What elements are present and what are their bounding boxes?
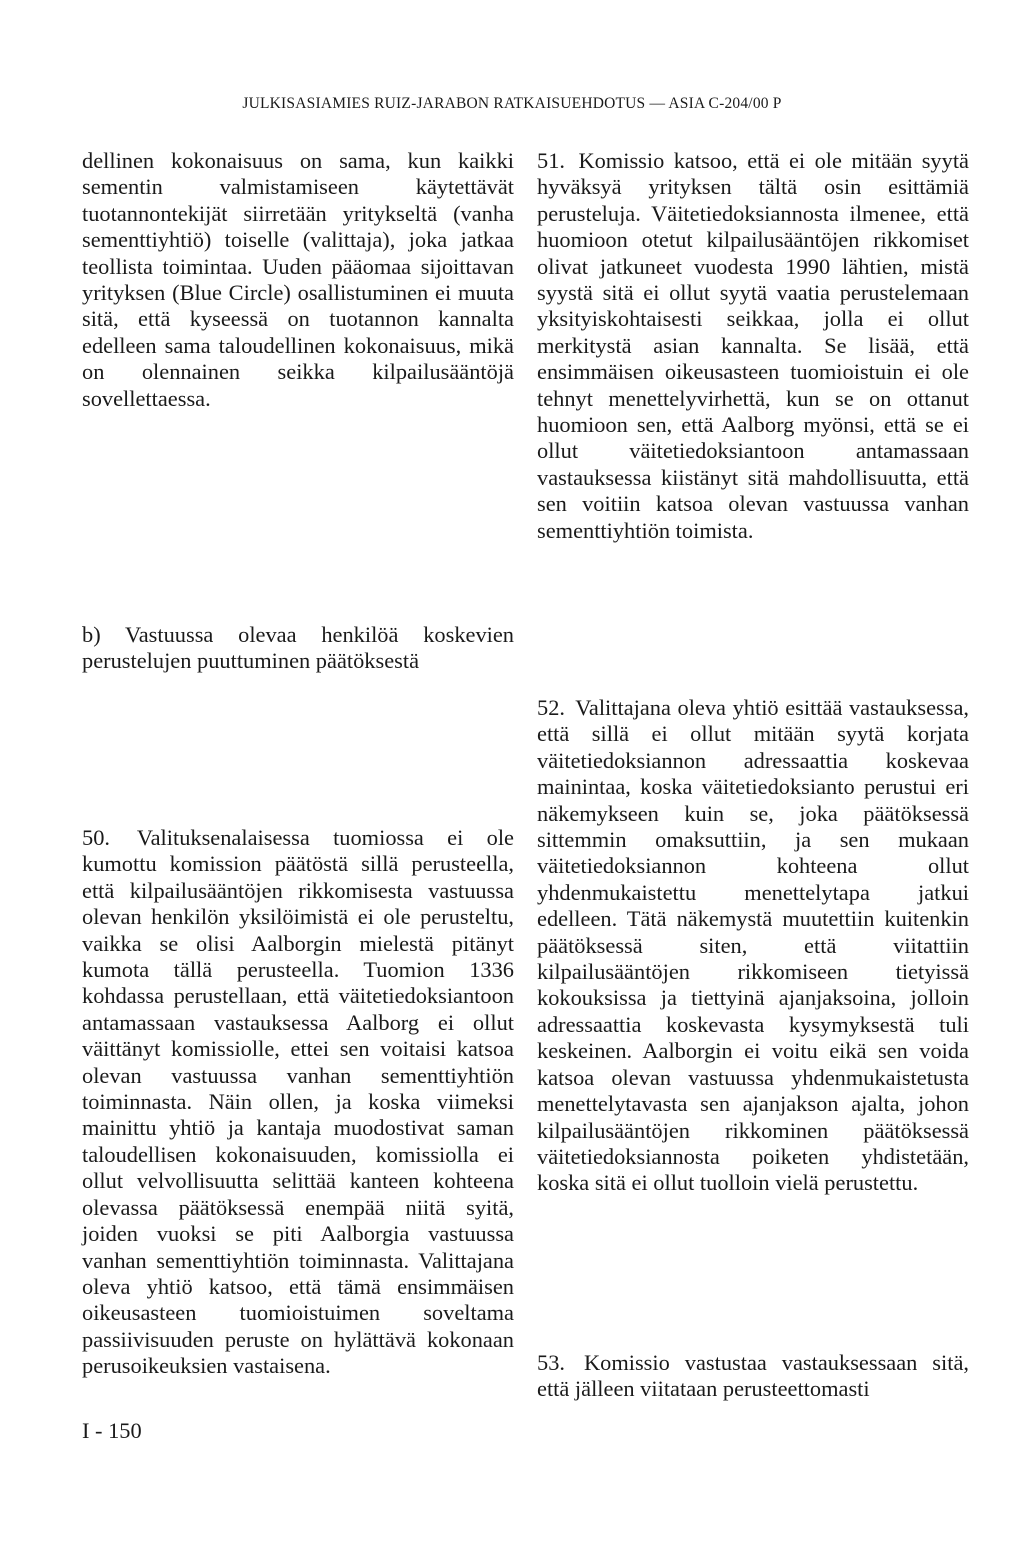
paragraph-number: 52. xyxy=(537,695,565,720)
page-number: I - 150 xyxy=(82,1418,142,1443)
paragraph-51 xyxy=(537,148,969,544)
paragraph-text: Komissio katsoo, että ei ole mitään syytä hyväksyä yrityksen tältä osin esittämiä perusteluja. Väitetiedoksiannosta ilmenee, että huomioon otetut kilpailusääntöjen rikkomiset olivat jatkuneet vuodesta 1990 lähtien, mistä syystä sitä ei ollut syytä vaatia perustelemaan yksityiskohtaisesti seikkaa, jolla ei ollut merkitystä asian kannalta. Se lisää, että ensimmäisen oikeusasteen tuomioistuin ei ole tehnyt menettelyvirhettä, kun se on ottanut huomioon sen, että Aalborg myönsi, että se ei ollut väitetiedoksiantoon antamassaan vastauksessa kiistänyt sitä mahdollisuutta, että sen voitiin katsoa olevan vastuussa vanhan sementtiyhtiön toimista. xyxy=(537,148,969,543)
paragraph-52 xyxy=(537,695,969,1197)
paragraph-50 xyxy=(82,825,514,1380)
left-column-continuation xyxy=(82,148,514,412)
section-subheading: b) Vastuussa olevaa henkilöä koskevien perustelujen puuttuminen päätöksestä xyxy=(82,622,514,674)
paragraph-number: 50. xyxy=(82,825,110,850)
paragraph-text: Komissio vastustaa vastauksessaan sitä, että jälleen viitataan perusteettomasti xyxy=(537,1350,969,1402)
paragraph-number: 51. xyxy=(537,148,565,173)
paragraph-text: Valituksenalaisessa tuomiossa ei ole kumottu komission päätöstä sillä perusteella, että kilpailusääntöjen rikkomisesta vastuussa olevan henkilön yksilöimistä ei ole perusteltu, vaikka se olisi Aalborgin mielestä pitänyt kumota tällä perusteella. Tuomion 1336 kohdassa perustellaan, että väitetiedoksiantoon antamassaan vastauksessa Aalborg ei ollut väittänyt komissiolle, ettei sen voitaisi katsoa olevan vastuussa vanhan sementtiyhtiön toiminnasta. Näin ollen, ja koska viimeksi mainittu yhtiö ja kantaja muodostivat saman taloudellisen kokonaisuuden, komissiolla ei ollut velvollisuutta selittää kanteen kohteena olevassa päätöksessä enempää niitä syitä, joiden vuoksi se piti Aalborgia vastuussa vanhan sementtiyhtiön toiminnasta. Valittajana oleva yhtiö katsoo, että tämä ensimmäisen oikeusasteen tuomioistuimen soveltama passiivisuuden peruste on hylättävä kokonaan perusoikeuksien vastaisena. xyxy=(82,825,514,1379)
running-header: JULKISASIAMIES RUIZ-JARABON RATKAISUEHDOTUS — ASIA C-204/00 P xyxy=(242,95,782,112)
paragraph-number: 53. xyxy=(537,1350,565,1375)
paragraph-53 xyxy=(537,1350,969,1403)
continuation-paragraph: dellinen kokonaisuus on sama, kun kaikki sementin valmistamiseen käytettävät tuotannontekijät siirretään yritykseltä (vanha sementtiyhtiö) toiselle (valittaja), joka jatkaa teollista toimintaa. Uuden pääomaa sijoittavan yrityksen (Blue Circle) osallistuminen ei muuta sitä, että kyseessä on tuotannon kannalta edelleen sama taloudellinen kokonaisuus, mikä on olennainen seikka kilpailusääntöjä sovellettaessa. xyxy=(82,148,514,411)
paragraph-text: Valittajana oleva yhtiö esittää vastauksessa, että sillä ei ollut mitään syytä korjata väitetiedoksiannon adressaattia koskevaa mainintaa, koska väitetiedoksianto perustui eri näkemykseen kuin se, joka päätöksessä sittemmin omaksuttiin, ja sen mukaan väitetiedoksiannon kohteena ollut yhdenmukaistettu menettelytapa jatkui edelleen. Tätä näkemystä muutettiin kuitenkin päätöksessä siten, että viitattiin kilpailusääntöjen rikkomiseen tietyissä kokouksissa ja tiettyinä ajanjaksoina, jolloin adressaattia koskevasta kysymyksestä tuli keskeinen. Aalborgin ei voitu eikä sen voida katsoa olevan vastuussa yhdenmukaistetusta menettelytavasta sen ajanjakson ajalta, johon kilpailusääntöjen rikkominen päätöksessä väitetiedoksiannosta poiketen yhdistetään, koska sitä ei ollut tuolloin vielä perustettu. xyxy=(537,695,969,1196)
